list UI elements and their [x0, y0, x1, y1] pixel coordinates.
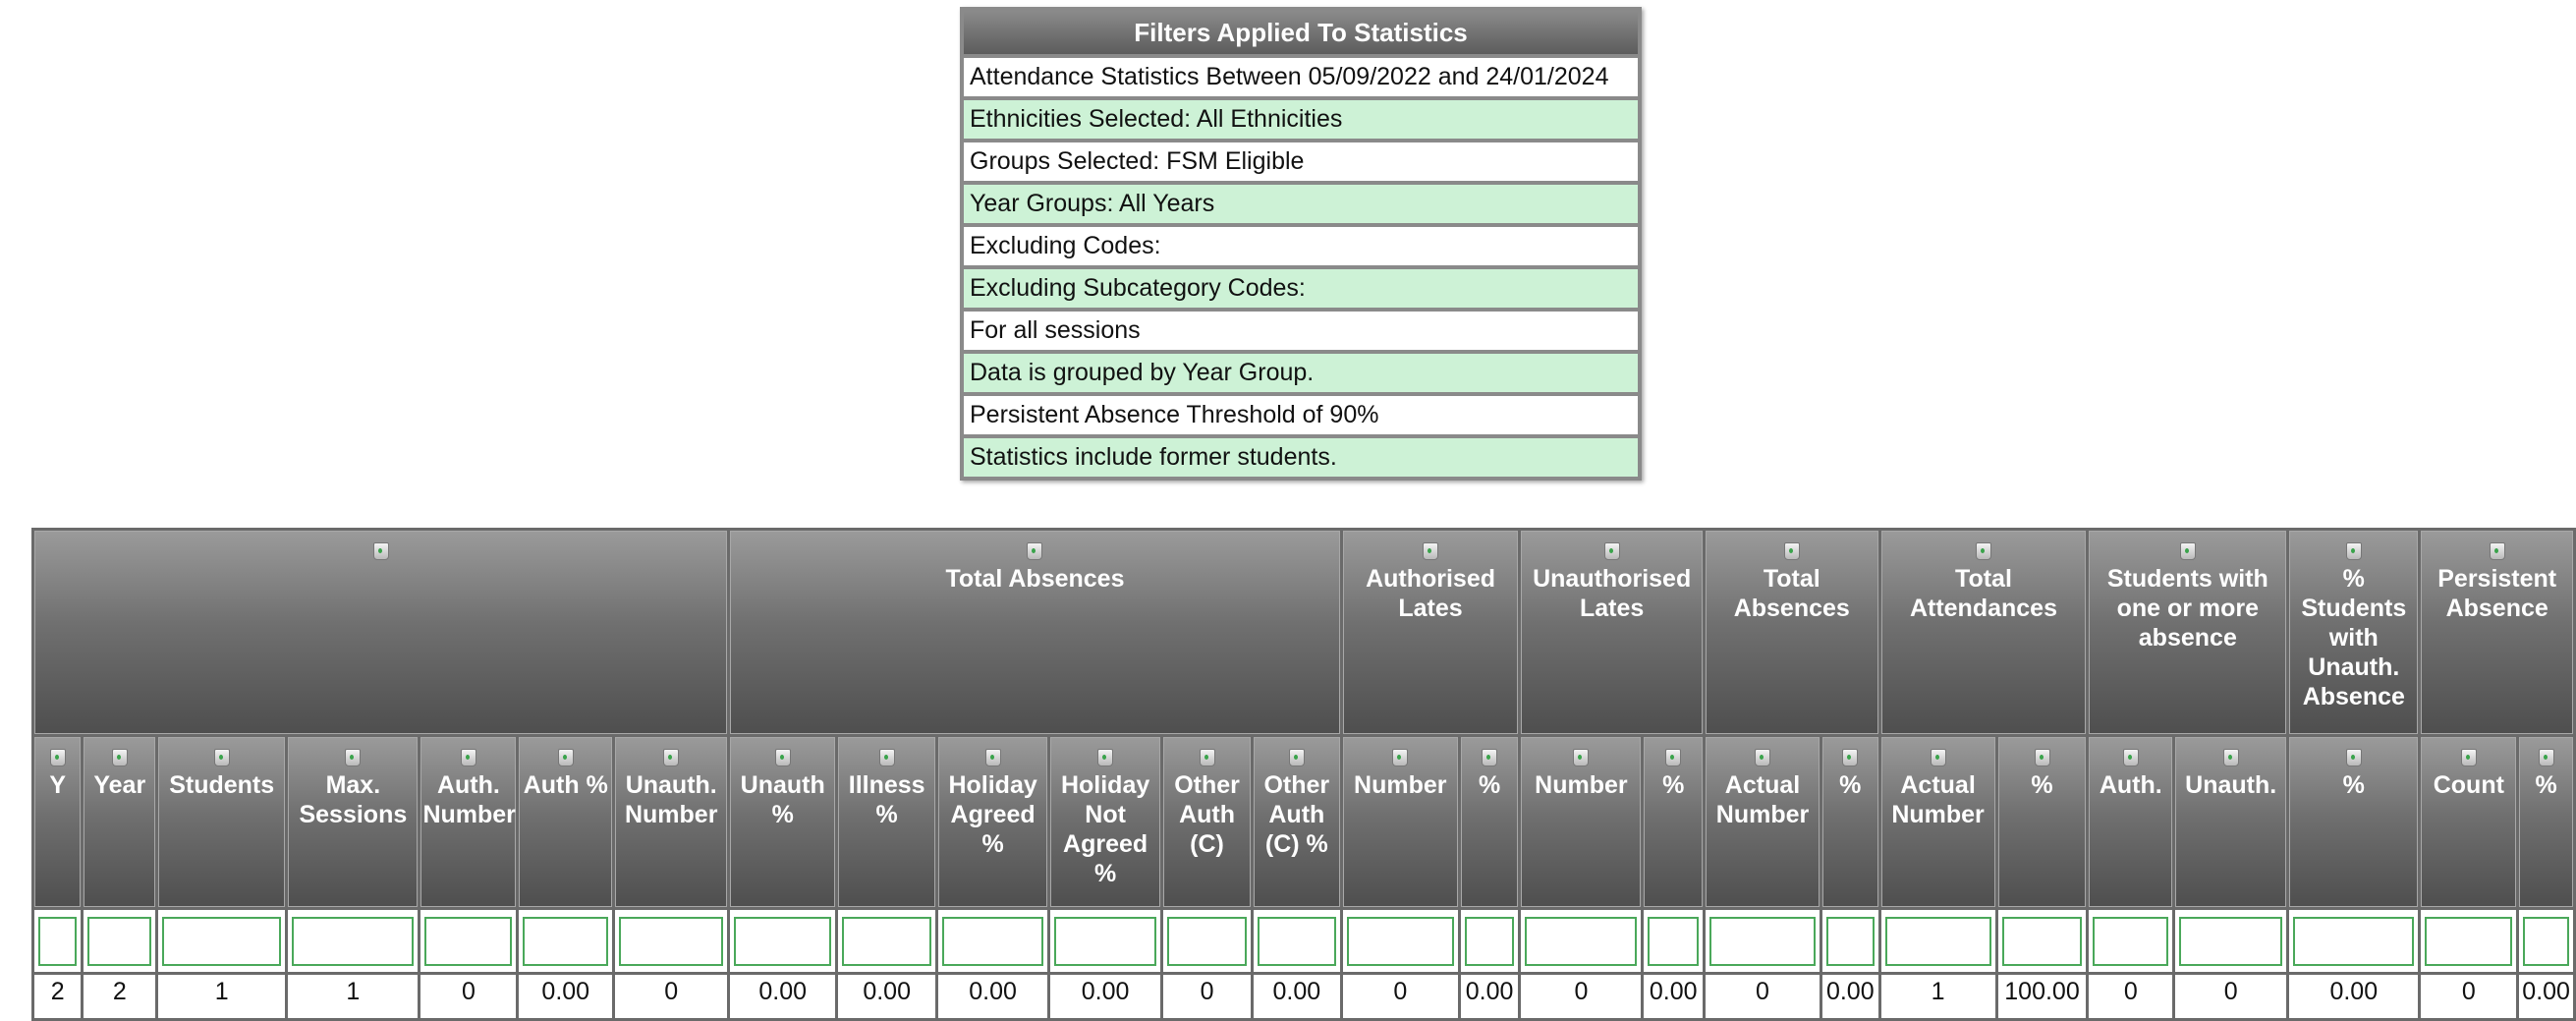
column-filter-input[interactable]: [2093, 917, 2168, 966]
remove-group-icon[interactable]: [1604, 542, 1620, 560]
column-filter-input[interactable]: [1465, 917, 1515, 966]
remove-column-icon[interactable]: [345, 749, 361, 766]
remove-column-icon[interactable]: [1289, 749, 1305, 766]
column-header-label: Unauth.: [2185, 771, 2277, 799]
column-filter-input[interactable]: [292, 917, 414, 966]
column-header-label: Holiday Not Agreed %: [1060, 771, 1150, 887]
remove-group-icon[interactable]: [2180, 542, 2196, 560]
column-header-label: Auth %: [523, 771, 608, 799]
column-filter-input[interactable]: [87, 917, 151, 966]
column-filter-input[interactable]: [1648, 917, 1699, 966]
filter-cell: [2088, 909, 2174, 974]
column-header[interactable]: [33, 736, 83, 909]
filter-cell: [1704, 909, 1820, 974]
table-cell: 1: [157, 974, 287, 1020]
column-header[interactable]: [1341, 736, 1459, 909]
remove-group-icon[interactable]: [373, 542, 389, 560]
table-cell: 0: [2088, 974, 2174, 1020]
remove-column-icon[interactable]: [2346, 749, 2362, 766]
remove-column-icon[interactable]: [50, 749, 66, 766]
filter-row: Groups Selected: FSM Eligible: [964, 142, 1638, 181]
column-header[interactable]: [2174, 736, 2288, 909]
filter-cell: [1879, 909, 1996, 974]
table-cell: 0: [2174, 974, 2288, 1020]
filter-cell: [2518, 909, 2575, 974]
remove-group-icon[interactable]: [1423, 542, 1438, 560]
column-header[interactable]: [837, 736, 937, 909]
filter-cell: [2288, 909, 2420, 974]
column-filter-input[interactable]: [2523, 917, 2569, 966]
table-cell: 0.00: [1252, 974, 1341, 1020]
column-header[interactable]: [1459, 736, 1520, 909]
filter-row: Statistics include former students.: [964, 438, 1638, 477]
column-header-label: %: [1839, 771, 1862, 799]
column-filter-input[interactable]: [2425, 917, 2512, 966]
table-cell: 100.00: [1996, 974, 2088, 1020]
column-filter-input[interactable]: [1347, 917, 1454, 966]
column-header-label: Actual Number: [1891, 771, 1985, 828]
column-header-label: Other Auth (C): [1174, 771, 1240, 858]
column-header[interactable]: [1252, 736, 1341, 909]
column-header-label: %: [2535, 771, 2557, 799]
group-header[interactable]: [2088, 530, 2288, 736]
remove-column-icon[interactable]: [663, 749, 679, 766]
filter-cell: [837, 909, 937, 974]
column-header[interactable]: [1643, 736, 1705, 909]
remove-column-icon[interactable]: [1573, 749, 1589, 766]
filter-row: Year Groups: All Years: [964, 185, 1638, 223]
column-filter-input[interactable]: [424, 917, 512, 966]
group-header-label: Total Attendances: [1909, 565, 2057, 622]
group-header-label: Students with one or more absence: [2106, 565, 2268, 652]
filter-cell: [2174, 909, 2288, 974]
filter-cell: [1821, 909, 1880, 974]
column-header[interactable]: [1162, 736, 1253, 909]
column-header[interactable]: [157, 736, 287, 909]
column-filter-input[interactable]: [1709, 917, 1816, 966]
filters-title: Filters Applied To Statistics: [964, 11, 1638, 54]
column-filter-input[interactable]: [1167, 917, 1247, 966]
table-cell: 0.00: [1459, 974, 1520, 1020]
table-cell: 0: [2420, 974, 2518, 1020]
remove-group-icon[interactable]: [2490, 542, 2505, 560]
column-filter-input[interactable]: [1826, 917, 1875, 966]
column-header[interactable]: [729, 736, 837, 909]
column-header-label: Illness %: [848, 771, 925, 828]
column-header-label: %: [2342, 771, 2365, 799]
column-header[interactable]: [1704, 736, 1820, 909]
group-header-label: Total Absences: [1733, 565, 1850, 622]
column-filter-input[interactable]: [2293, 917, 2414, 966]
filter-cell: [420, 909, 518, 974]
group-header-label: Persistent Absence: [2437, 565, 2557, 622]
filter-cell: [1162, 909, 1253, 974]
column-header[interactable]: [614, 736, 729, 909]
remove-column-icon[interactable]: [985, 749, 1001, 766]
group-header[interactable]: [1704, 530, 1879, 736]
table-cell: 0.00: [1049, 974, 1162, 1020]
remove-column-icon[interactable]: [775, 749, 791, 766]
group-header[interactable]: [729, 530, 1341, 736]
column-header[interactable]: [2518, 736, 2575, 909]
table-cell: 0: [420, 974, 518, 1020]
column-header-label: Holiday Agreed %: [948, 771, 1037, 858]
column-header-label: Unauth. Number: [624, 771, 718, 828]
remove-column-icon[interactable]: [2539, 749, 2554, 766]
table-cell: 1: [1879, 974, 1996, 1020]
table-cell: 1: [287, 974, 420, 1020]
column-header-label: %: [2031, 771, 2053, 799]
filters-panel: [960, 7, 1642, 481]
remove-column-icon[interactable]: [1842, 749, 1858, 766]
column-header[interactable]: [1996, 736, 2088, 909]
group-header[interactable]: [33, 530, 729, 736]
column-header-label: Count: [2433, 771, 2504, 799]
column-header-row: [33, 736, 2575, 909]
filter-row: Excluding Codes:: [964, 227, 1638, 265]
column-header-label: Auth.: [2099, 771, 2162, 799]
filter-row: Attendance Statistics Between 05/09/2022 and 24/01/2024: [964, 58, 1638, 96]
group-header[interactable]: [1341, 530, 1520, 736]
filter-cell: [287, 909, 420, 974]
group-header[interactable]: [1520, 530, 1705, 736]
column-filter-input[interactable]: [162, 917, 281, 966]
remove-column-icon[interactable]: [558, 749, 574, 766]
table-cell: 0.00: [1821, 974, 1880, 1020]
column-header-label: Other Auth (C) %: [1263, 771, 1330, 858]
column-filter-input[interactable]: [1258, 917, 1336, 966]
remove-column-icon[interactable]: [2223, 749, 2239, 766]
column-filter-input[interactable]: [2179, 917, 2282, 966]
filter-cell: [1459, 909, 1520, 974]
remove-column-icon[interactable]: [461, 749, 476, 766]
column-filter-input[interactable]: [1054, 917, 1156, 966]
column-header[interactable]: [287, 736, 420, 909]
table-row: [33, 974, 2575, 1020]
filter-cell: [83, 909, 157, 974]
filter-cell: [1341, 909, 1459, 974]
column-filter-input[interactable]: [734, 917, 831, 966]
group-header-label: Authorised Lates: [1366, 565, 1496, 622]
remove-group-icon[interactable]: [1976, 542, 1991, 560]
column-header-label: Actual Number: [1715, 771, 1810, 828]
attendance-stats-table: [31, 528, 2576, 1021]
group-header[interactable]: [2288, 530, 2420, 736]
remove-column-icon[interactable]: [1097, 749, 1113, 766]
filter-cell: [33, 909, 83, 974]
column-header[interactable]: [420, 736, 518, 909]
column-header-label: Unauth %: [740, 771, 825, 828]
column-filter-input[interactable]: [619, 917, 723, 966]
remove-group-icon[interactable]: [2346, 542, 2362, 560]
column-header-label: Auth. Number: [422, 771, 516, 828]
table-cell: 0: [1341, 974, 1459, 1020]
remove-column-icon[interactable]: [1931, 749, 1946, 766]
group-header[interactable]: [2420, 530, 2575, 736]
table-cell: 0.00: [2518, 974, 2575, 1020]
column-filter-input[interactable]: [842, 917, 931, 966]
filter-cell: [614, 909, 729, 974]
column-header[interactable]: [518, 736, 614, 909]
filter-cell: [518, 909, 614, 974]
table-cell: 2: [83, 974, 157, 1020]
column-header[interactable]: [937, 736, 1049, 909]
column-header[interactable]: [2288, 736, 2420, 909]
filter-row: Excluding Subcategory Codes:: [964, 269, 1638, 308]
column-filter-input[interactable]: [942, 917, 1043, 966]
column-header[interactable]: [1049, 736, 1162, 909]
filter-cell: [1049, 909, 1162, 974]
column-header-label: Number: [1354, 771, 1447, 799]
table-cell: 2: [33, 974, 83, 1020]
column-filter-input[interactable]: [523, 917, 608, 966]
column-header-label: Y: [49, 771, 67, 799]
table-cell: 0: [614, 974, 729, 1020]
column-header-label: %: [1662, 771, 1685, 799]
filter-cell: [1643, 909, 1705, 974]
remove-group-icon[interactable]: [1027, 542, 1042, 560]
filter-row: Ethnicities Selected: All Ethnicities: [964, 100, 1638, 139]
filter-row: Persistent Absence Threshold of 90%: [964, 396, 1638, 434]
remove-column-icon[interactable]: [2123, 749, 2139, 766]
remove-column-icon[interactable]: [112, 749, 128, 766]
column-header-label: Max. Sessions: [299, 771, 408, 828]
table-cell: 0: [1704, 974, 1820, 1020]
table-cell: 0.00: [518, 974, 614, 1020]
filter-row: Data is grouped by Year Group.: [964, 354, 1638, 392]
group-header[interactable]: [1879, 530, 2088, 736]
filter-cell: [1996, 909, 2088, 974]
column-header[interactable]: [1879, 736, 1996, 909]
filter-cell: [937, 909, 1049, 974]
remove-column-icon[interactable]: [1482, 749, 1497, 766]
table-cell: 0.00: [729, 974, 837, 1020]
table-cell: 0: [1162, 974, 1253, 1020]
table-cell: 0.00: [1643, 974, 1705, 1020]
table-cell: 0.00: [937, 974, 1049, 1020]
filter-cell: [157, 909, 287, 974]
remove-column-icon[interactable]: [1665, 749, 1681, 766]
column-header[interactable]: [83, 736, 157, 909]
filter-cell: [1252, 909, 1341, 974]
column-header[interactable]: [2088, 736, 2174, 909]
remove-column-icon[interactable]: [2461, 749, 2477, 766]
remove-group-icon[interactable]: [1784, 542, 1800, 560]
column-header[interactable]: [1821, 736, 1880, 909]
group-header-label: Total Absences: [945, 565, 1125, 593]
table-cell: 0.00: [2288, 974, 2420, 1020]
group-header-label: Unauthorised Lates: [1533, 565, 1692, 622]
table-cell: 0: [1520, 974, 1643, 1020]
remove-column-icon[interactable]: [1200, 749, 1215, 766]
column-header-label: Year: [93, 771, 146, 799]
column-header-label: Number: [1535, 771, 1628, 799]
remove-column-icon[interactable]: [214, 749, 230, 766]
column-header[interactable]: [1520, 736, 1643, 909]
remove-column-icon[interactable]: [1392, 749, 1408, 766]
column-header[interactable]: [2420, 736, 2518, 909]
group-header-row: [33, 530, 2575, 736]
remove-column-icon[interactable]: [2035, 749, 2050, 766]
filter-cell: [2420, 909, 2518, 974]
filter-input-row: [33, 909, 2575, 974]
column-header-label: Students: [169, 771, 275, 799]
column-filter-input[interactable]: [38, 917, 77, 966]
table-cell: 0.00: [837, 974, 937, 1020]
column-filter-input[interactable]: [1525, 917, 1637, 966]
column-header-label: %: [1478, 771, 1501, 799]
remove-column-icon[interactable]: [879, 749, 895, 766]
filter-cell: [729, 909, 837, 974]
column-filter-input[interactable]: [2002, 917, 2083, 966]
remove-column-icon[interactable]: [1755, 749, 1770, 766]
group-header-label: % Students with Unauth. Absence: [2301, 565, 2407, 710]
filter-cell: [1520, 909, 1643, 974]
column-filter-input[interactable]: [1885, 917, 1991, 966]
filter-row: For all sessions: [964, 312, 1638, 350]
